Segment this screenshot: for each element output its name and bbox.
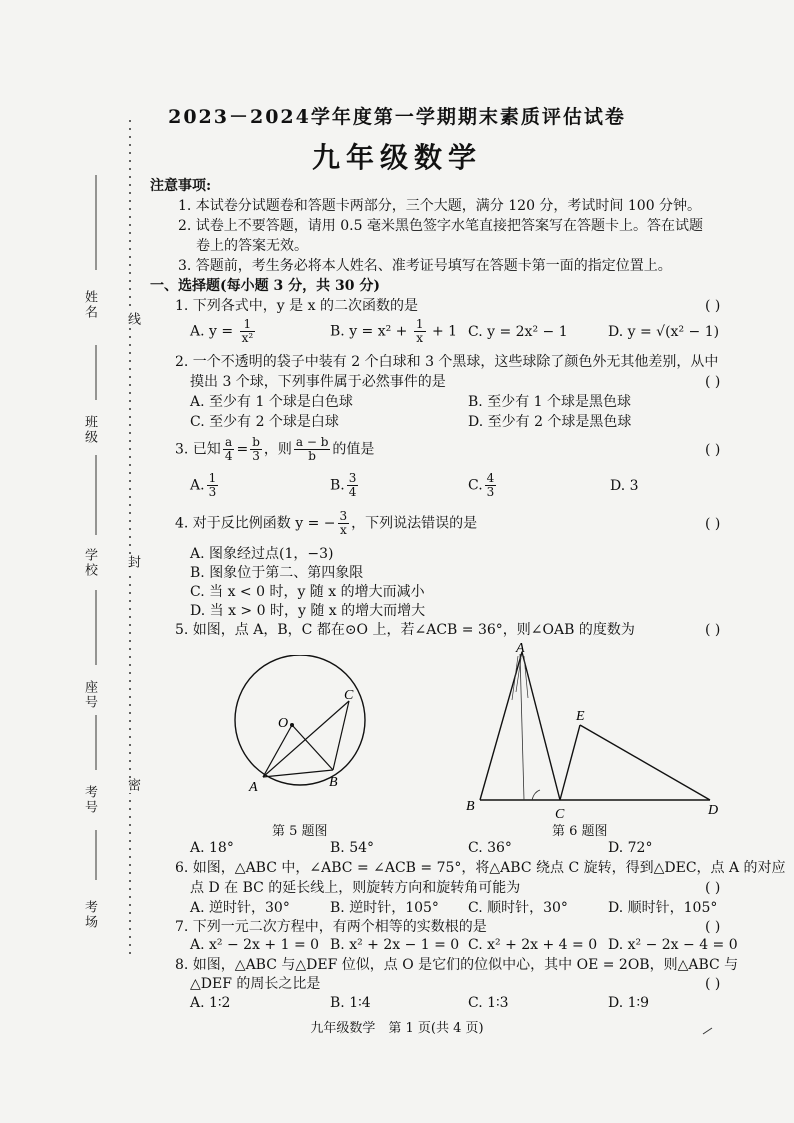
stray-pen-mark <box>702 1026 714 1036</box>
q3-f2-den: 3 <box>252 449 260 463</box>
notice-item-2: 2. 试卷上不要答题，请用 0.5 毫米黑色签字水笔直接把答案写在答题卡上。答在试题 <box>178 218 703 234</box>
q3-a-prefix: A. <box>190 477 205 494</box>
fig6-pencil-mark-3 <box>524 656 528 698</box>
q4-option-c: C. 当 x < 0 时，y 随 x 的增大而减小 <box>190 584 425 600</box>
q1-a-den: x² <box>241 331 254 345</box>
field-exam-room-label: 考场 <box>82 900 97 930</box>
q2-option-d: D. 至少有 2 个球是黑色球 <box>468 414 632 430</box>
q1-b-den: x <box>416 331 424 345</box>
figure-5 <box>225 655 375 805</box>
q7-option-d: D. x² − 2x − 4 = 0 <box>608 937 738 953</box>
q8-option-a: A. 1∶2 <box>190 995 231 1011</box>
q3-f2-num: b <box>252 435 260 449</box>
seal-mark-seal: 封 <box>125 555 140 570</box>
q1-option-b <box>330 318 457 345</box>
notice-item-3: 3. 答题前，考生务必将本人姓名、准考证号填写在答题卡第一面的指定位置上。 <box>178 258 672 274</box>
q3-b-prefix: B. <box>330 477 345 494</box>
q1-b-num: 1 <box>415 317 424 331</box>
fig6-segment-ce <box>560 725 580 800</box>
q3-option-c <box>468 472 498 499</box>
fig5-caption: 第 5 题图 <box>272 824 328 839</box>
q1-a-num: 1 <box>240 318 256 332</box>
q6-stem-line1: 6. 如图，△ABC 中，∠ABC = ∠ACB = 75°，将△ABC 绕点 C 旋转，得到△DEC，点 A 的对应 <box>175 860 786 876</box>
fig5-segment-ac <box>263 701 349 777</box>
q4-option-d: D. 当 x > 0 时，y 随 x 的增大而增大 <box>190 603 426 619</box>
fig6-pencil-mark-2 <box>512 656 518 700</box>
figure-6 <box>460 640 730 820</box>
seal-mark-line: 线 <box>125 312 140 327</box>
field-school-label: 学校 <box>82 548 97 578</box>
fig5-circle <box>235 655 365 785</box>
field-class-label: 班级 <box>82 415 97 445</box>
q3-a-den: 3 <box>208 485 217 499</box>
fig5-segment-ab <box>263 770 333 777</box>
q3-f1-num: a <box>223 436 235 450</box>
q3-c-prefix: C. <box>468 477 483 494</box>
q1-b-prefix: B. y = x² + <box>330 323 408 340</box>
q1-option-a <box>190 318 257 345</box>
q1-answer-paren: ( ) <box>705 298 721 314</box>
fig6-label-b: B <box>466 799 475 814</box>
q2-option-b: B. 至少有 1 个球是黑色球 <box>468 394 631 410</box>
q4-stem <box>175 510 477 537</box>
exam-title: 2023－2024学年度第一学期期末素质评估试卷 <box>168 106 626 128</box>
fig5-label-c: C <box>344 688 354 703</box>
fig6-segment-ac <box>522 652 560 800</box>
q7-option-a: A. x² − 2x + 1 = 0 <box>190 937 320 953</box>
q6-option-c: C. 顺时针，30° <box>468 900 568 916</box>
fig6-angle-mark <box>532 790 540 800</box>
fig5-center-point <box>290 723 294 727</box>
q2-option-c: C. 至少有 2 个球是白球 <box>190 414 339 430</box>
q7-option-b: B. x² + 2x − 1 = 0 <box>330 937 460 953</box>
q7-answer-paren: ( ) <box>705 919 721 935</box>
q1-b-suffix: + 1 <box>431 323 458 340</box>
section-heading: 一、选择题(每小题 3 分，共 30 分) <box>150 278 380 294</box>
q6-option-a: A. 逆时针，30° <box>190 900 290 916</box>
q3-c-den: 3 <box>486 485 495 499</box>
q7-option-c: C. x² + 2x + 4 = 0 <box>468 937 598 953</box>
q5-option-c: C. 36° <box>468 840 512 856</box>
q6-option-d: D. 顺时针，105° <box>608 900 718 916</box>
q3-b-den: 4 <box>348 485 357 499</box>
q5-answer-paren: ( ) <box>705 622 721 638</box>
q3-fraction-a4 <box>223 436 235 463</box>
notice-heading: 注意事项: <box>150 178 212 194</box>
q3-a-fraction <box>207 472 219 499</box>
q4-option-a: A. 图象经过点(1，−3) <box>190 546 334 562</box>
page-footer: 九年级数学 第 1 页(共 4 页) <box>310 1021 484 1036</box>
q8-option-b: B. 1∶4 <box>330 995 371 1011</box>
fig5-label-b: B <box>329 775 338 790</box>
fig6-segment-ed <box>580 725 710 800</box>
q3-c-num: 4 <box>486 471 495 485</box>
q8-option-c: C. 1∶3 <box>468 995 509 1011</box>
fig5-label-a: A <box>249 780 258 795</box>
q3-fraction-b3 <box>250 436 262 463</box>
q3-option-b <box>330 472 360 499</box>
q4-stem-prefix: 4. 对于反比例函数 y = − <box>175 515 336 532</box>
field-name-label: 姓名 <box>82 290 97 320</box>
field-seat-label: 座号 <box>82 680 97 710</box>
q3-fraction-target <box>294 436 331 463</box>
q3-stem <box>175 436 374 463</box>
q1-b-fraction <box>414 318 426 345</box>
q1-a-prefix: A. y = <box>190 323 234 340</box>
q6-stem-line2: 点 D 在 BC 的延长线上，则旋转方向和旋转角可能为 <box>190 880 521 896</box>
fig5-segment-oa <box>263 725 292 777</box>
q5-option-a: A. 18° <box>190 840 234 856</box>
q2-stem-line1: 2. 一个不透明的袋子中装有 2 个白球和 3 个黑球，这些球除了颜色外无其他差别，从中 <box>175 354 719 370</box>
q1-option-c: C. y = 2x² − 1 <box>468 324 568 340</box>
q5-stem: 5. 如图，点 A，B，C 都在⊙O 上，若∠ACB = 36°，则∠OAB 的度数为 <box>175 622 635 638</box>
fig6-caption: 第 6 题图 <box>552 824 608 839</box>
q3-equals: = <box>236 441 249 458</box>
fig5-segment-ob <box>292 725 333 770</box>
notice-item-2-cont: 卷上的答案无效。 <box>196 238 308 254</box>
q5-option-b: B. 54° <box>330 840 375 856</box>
q3-c-fraction <box>485 472 497 499</box>
q6-option-b: B. 逆时针，105° <box>330 900 439 916</box>
q7-stem: 7. 下列一元二次方程中，有两个相等的实数根的是 <box>175 919 487 935</box>
q6-answer-paren: ( ) <box>705 880 721 896</box>
seal-mark-secret: 密 <box>125 778 140 793</box>
q8-stem-line1: 8. 如图，△ABC 与△DEF 位似，点 O 是它们的位似中心，其中 OE = 2OB，则△ABC 与 <box>175 957 739 973</box>
fig5-segment-bc <box>333 701 349 770</box>
q8-answer-paren: ( ) <box>705 976 721 992</box>
fig5-label-o: O <box>278 716 289 731</box>
q4-f-den: x <box>339 523 347 537</box>
notice-item-1: 1. 本试卷分试题卷和答题卡两部分，三个大题，满分 120 分，考试时间 100 分钟。 <box>178 198 702 214</box>
q4-f-num: 3 <box>339 509 348 523</box>
q3-f3-den: b <box>308 449 316 463</box>
q3-b-num: 3 <box>348 471 357 485</box>
fig6-label-c: C <box>555 807 565 820</box>
q8-stem-line2: △DEF 的周长之比是 <box>190 976 321 992</box>
q1-option-d: D. y = √(x² − 1) <box>608 324 720 340</box>
q3-stem-prefix: 3. 已知 <box>175 441 221 458</box>
q1-stem: 1. 下列各式中，y 是 x 的二次函数的是 <box>175 298 418 314</box>
q2-option-a: A. 至少有 1 个球是白色球 <box>190 394 353 410</box>
q2-stem-line2: 摸出 3 个球，下列事件属于必然事件的是 <box>190 374 446 390</box>
q5-option-d: D. 72° <box>608 840 653 856</box>
q3-b-fraction <box>347 472 359 499</box>
q3-answer-paren: ( ) <box>705 442 721 458</box>
fig6-label-e: E <box>576 709 585 724</box>
fig6-label-a: A <box>516 641 525 656</box>
fig6-pencil-mark-1 <box>520 654 524 800</box>
q3-option-d: D. 3 <box>610 478 639 494</box>
exam-subtitle: 九年级数学 <box>311 141 482 174</box>
q3-stem-suffix: 的值是 <box>332 441 375 458</box>
q3-f3-num: a − b <box>295 435 329 449</box>
q8-option-d: D. 1∶9 <box>608 995 650 1011</box>
q3-option-a <box>190 472 220 499</box>
field-exam-number-label: 考号 <box>82 785 97 815</box>
q4-fraction <box>338 510 350 537</box>
q3-mid: ，则 <box>263 441 292 458</box>
q4-option-b: B. 图象位于第二、第四象限 <box>190 565 364 581</box>
fig6-label-d: D <box>708 803 719 818</box>
q2-answer-paren: ( ) <box>705 374 721 390</box>
q1-a-fraction <box>240 318 256 345</box>
q3-a-num: 1 <box>208 471 217 485</box>
q4-stem-suffix: ，下列说法错误的是 <box>351 515 478 532</box>
q3-f1-den: 4 <box>224 449 233 463</box>
q4-answer-paren: ( ) <box>705 516 721 532</box>
